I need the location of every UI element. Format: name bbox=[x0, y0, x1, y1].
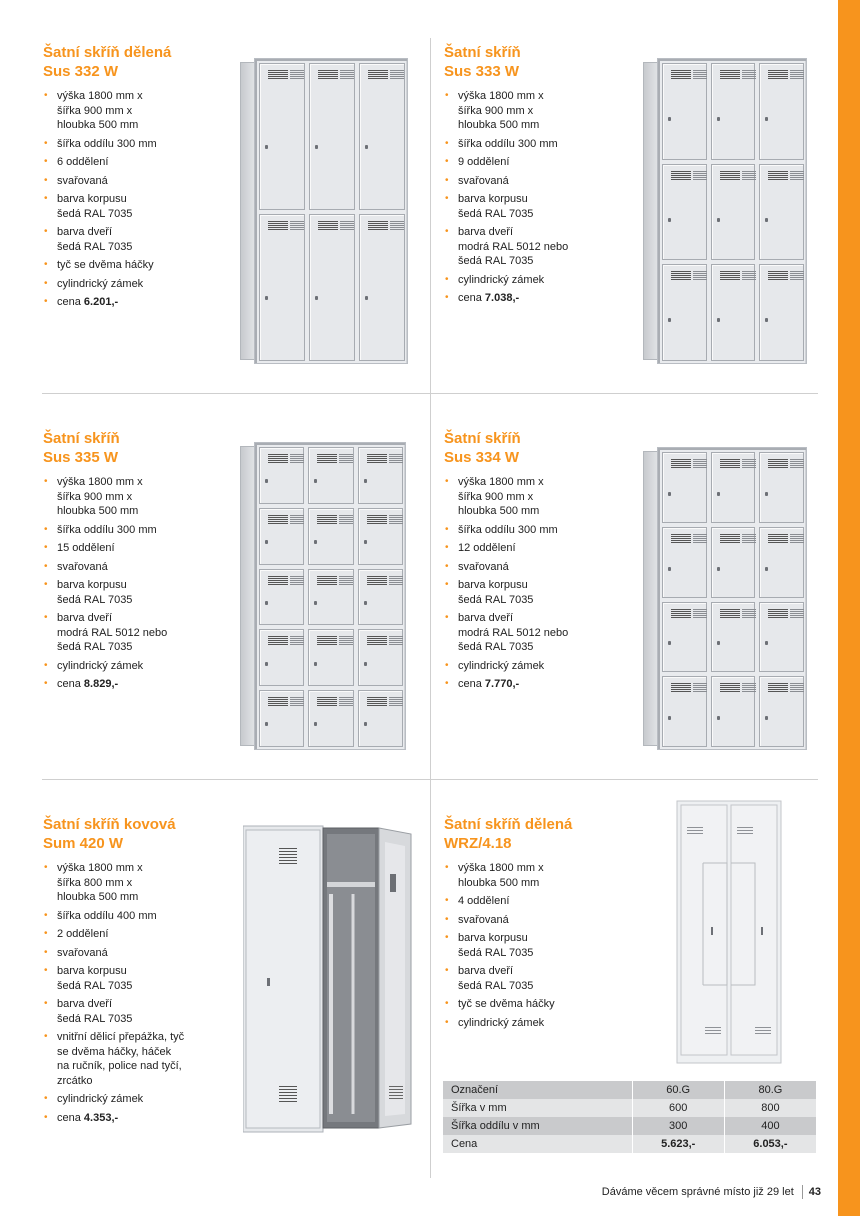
locker-door bbox=[759, 602, 804, 673]
product-sus-334-w bbox=[444, 429, 634, 696]
vent-icon bbox=[768, 70, 788, 79]
spec-item: • 15 oddělení bbox=[43, 541, 233, 556]
locker-door bbox=[259, 690, 304, 747]
locker-door bbox=[759, 63, 804, 160]
spec-item: • svařovaná bbox=[43, 174, 233, 189]
lock-icon bbox=[668, 716, 671, 720]
locker-door bbox=[358, 447, 403, 504]
locker-door bbox=[711, 602, 756, 673]
vent-icon bbox=[268, 221, 288, 230]
locker-door bbox=[259, 63, 305, 210]
page-number: 43 bbox=[808, 1186, 821, 1198]
locker-door bbox=[259, 569, 304, 626]
locker-door bbox=[711, 63, 756, 160]
spec-item: • 2 oddělení bbox=[43, 927, 233, 942]
l-locker-image bbox=[675, 799, 783, 1065]
locker-door bbox=[662, 264, 707, 361]
lock-icon bbox=[265, 540, 268, 544]
lock-icon bbox=[765, 218, 768, 222]
locker-door bbox=[358, 629, 403, 686]
vent-icon bbox=[268, 576, 288, 585]
lock-icon bbox=[315, 296, 318, 300]
lock-icon bbox=[717, 318, 720, 322]
lock-icon bbox=[265, 722, 268, 726]
spec-item: • cylindrický zámek bbox=[43, 277, 233, 292]
product-sus-335-w bbox=[43, 429, 233, 696]
spec-item: • cylindrický zámek bbox=[444, 659, 634, 674]
vent-icon bbox=[671, 70, 691, 79]
product-title: Šatní skříň Sus 335 W bbox=[43, 430, 120, 466]
lock-icon bbox=[668, 641, 671, 645]
spec-item: • vnitřní dělicí přepážka, tyč se dvěma háčky, háček na ručník, police nad tyčí, zrcátko bbox=[43, 1030, 233, 1088]
locker-door bbox=[308, 629, 353, 686]
lock-icon bbox=[717, 641, 720, 645]
lock-icon bbox=[668, 492, 671, 496]
product-title: Šatní skříň Sus 334 W bbox=[444, 430, 521, 466]
locker-door bbox=[662, 63, 707, 160]
locker-door bbox=[662, 602, 707, 673]
spec-item: • barva korpusu šedá RAL 7035 bbox=[444, 192, 634, 221]
variant-spec-table bbox=[443, 1081, 817, 1153]
spec-item: • výška 1800 mm x šířka 900 mm x hloubka 500 mm bbox=[43, 89, 233, 133]
vent-icon bbox=[317, 697, 337, 706]
footer-slogan: Dáváme věcem správné místo již 29 let bbox=[601, 1186, 794, 1198]
spec-list bbox=[43, 861, 233, 1125]
lock-icon bbox=[364, 601, 367, 605]
vent-icon bbox=[768, 171, 788, 180]
spec-item: • výška 1800 mm x hloubka 500 mm bbox=[444, 861, 634, 890]
page-footer bbox=[602, 1185, 821, 1199]
lock-icon bbox=[365, 296, 368, 300]
table-row: Cena 5.623,- 6.053,- bbox=[443, 1135, 817, 1153]
product-sus-333-w bbox=[444, 43, 634, 310]
lock-icon bbox=[265, 145, 268, 149]
spec-item: • 12 oddělení bbox=[444, 541, 634, 556]
vent-icon bbox=[720, 171, 740, 180]
vent-icon bbox=[268, 454, 288, 463]
vent-icon bbox=[317, 515, 337, 524]
locker-door bbox=[662, 527, 707, 598]
locker-door bbox=[358, 690, 403, 747]
vent-icon bbox=[720, 534, 740, 543]
spec-item: • tyč se dvěma háčky bbox=[444, 997, 634, 1012]
locker-door bbox=[759, 264, 804, 361]
vent-icon bbox=[720, 683, 740, 692]
spec-item: • 4 oddělení bbox=[444, 894, 634, 909]
lock-icon bbox=[314, 540, 317, 544]
lock-icon bbox=[668, 318, 671, 322]
spec-item: • svařovaná bbox=[444, 560, 634, 575]
spec-item: • šířka oddílu 300 mm bbox=[43, 523, 233, 538]
vent-icon bbox=[768, 271, 788, 280]
locker-image bbox=[643, 447, 807, 750]
lock-icon bbox=[314, 601, 317, 605]
vent-icon bbox=[317, 454, 337, 463]
locker-image bbox=[240, 442, 406, 750]
lock-icon bbox=[668, 117, 671, 121]
spec-item: • svařovaná bbox=[444, 174, 634, 189]
spec-item: • výška 1800 mm x šířka 900 mm x hloubka 500 mm bbox=[444, 89, 634, 133]
spec-item: • tyč se dvěma háčky bbox=[43, 258, 233, 273]
vent-icon bbox=[317, 636, 337, 645]
locker-door bbox=[759, 527, 804, 598]
vent-icon bbox=[768, 683, 788, 692]
vent-icon bbox=[268, 70, 288, 79]
vent-icon bbox=[368, 70, 388, 79]
locker-door bbox=[759, 676, 804, 747]
locker-body bbox=[254, 58, 408, 364]
table-row: Šířka v mm 600 800 bbox=[443, 1099, 817, 1117]
spec-item: • výška 1800 mm x šířka 800 mm x hloubka 500 mm bbox=[43, 861, 233, 905]
lock-icon bbox=[765, 641, 768, 645]
spec-item: • šířka oddílu 400 mm bbox=[43, 909, 233, 924]
locker-door bbox=[711, 264, 756, 361]
locker-image bbox=[643, 58, 807, 364]
lock-icon bbox=[717, 492, 720, 496]
locker-door bbox=[711, 527, 756, 598]
locker-body bbox=[657, 447, 807, 750]
spec-item: • šířka oddílu 300 mm bbox=[444, 137, 634, 152]
spec-item: • barva dveří modrá RAL 5012 nebo šedá RAL 7035 bbox=[444, 225, 634, 269]
orange-side-bar bbox=[838, 0, 860, 1216]
spec-list bbox=[444, 89, 634, 306]
vent-icon bbox=[720, 271, 740, 280]
lock-icon bbox=[765, 567, 768, 571]
spec-item: • cylindrický zámek bbox=[43, 1092, 233, 1107]
spec-list bbox=[43, 475, 233, 692]
spec-item: • cylindrický zámek bbox=[43, 659, 233, 674]
spec-item: • barva dveří šedá RAL 7035 bbox=[43, 997, 233, 1026]
product-title: Šatní skříň Sus 333 W bbox=[444, 44, 521, 80]
product-sum-420-w bbox=[43, 815, 233, 1129]
spec-item: • barva dveří šedá RAL 7035 bbox=[444, 964, 634, 993]
price-item: • cena 6.201,- bbox=[43, 295, 233, 310]
locker-door bbox=[308, 447, 353, 504]
spec-item: • svařovaná bbox=[43, 946, 233, 961]
lock-icon bbox=[265, 296, 268, 300]
price-item: • cena 4.353,- bbox=[43, 1111, 233, 1126]
vent-icon bbox=[720, 609, 740, 618]
lock-icon bbox=[265, 601, 268, 605]
locker-door bbox=[309, 214, 355, 361]
spec-item: • svařovaná bbox=[43, 560, 233, 575]
lock-icon bbox=[364, 662, 367, 666]
spec-item: • svařovaná bbox=[444, 913, 634, 928]
vent-icon bbox=[368, 221, 388, 230]
price-item: • cena 7.770,- bbox=[444, 677, 634, 692]
lock-icon bbox=[314, 479, 317, 483]
lock-icon bbox=[765, 318, 768, 322]
locker-door bbox=[711, 452, 756, 523]
locker-door bbox=[662, 676, 707, 747]
spec-item: • výška 1800 mm x šířka 900 mm x hloubka 500 mm bbox=[444, 475, 634, 519]
spec-item: • barva korpusu šedá RAL 7035 bbox=[444, 931, 634, 960]
locker-body bbox=[657, 58, 807, 364]
spec-item: • barva korpusu šedá RAL 7035 bbox=[43, 578, 233, 607]
lock-icon bbox=[765, 716, 768, 720]
vent-icon bbox=[768, 534, 788, 543]
vent-icon bbox=[318, 70, 338, 79]
lock-icon bbox=[265, 479, 268, 483]
locker-door bbox=[358, 569, 403, 626]
locker-door bbox=[259, 214, 305, 361]
product-title: Šatní skříň dělená WRZ/4.18 bbox=[444, 816, 573, 852]
vent-icon bbox=[720, 70, 740, 79]
spec-list bbox=[444, 475, 634, 692]
product-title: Šatní skříň dělená Sus 332 W bbox=[43, 44, 172, 80]
lock-icon bbox=[717, 716, 720, 720]
locker-door bbox=[308, 569, 353, 626]
spec-item: • barva korpusu šedá RAL 7035 bbox=[444, 578, 634, 607]
spec-item: • 9 oddělení bbox=[444, 155, 634, 170]
lock-icon bbox=[717, 117, 720, 121]
price-item: • cena 7.038,- bbox=[444, 291, 634, 306]
locker-door bbox=[662, 452, 707, 523]
lock-icon bbox=[364, 540, 367, 544]
vent-icon bbox=[720, 459, 740, 468]
vent-icon bbox=[367, 515, 387, 524]
footer-separator bbox=[802, 1185, 803, 1199]
column-divider bbox=[430, 38, 431, 1178]
spec-item: • cylindrický zámek bbox=[444, 273, 634, 288]
lock-icon bbox=[717, 567, 720, 571]
spec-list bbox=[444, 861, 634, 1030]
lock-icon bbox=[364, 722, 367, 726]
lock-icon bbox=[314, 722, 317, 726]
lock-icon bbox=[364, 479, 367, 483]
vent-icon bbox=[367, 454, 387, 463]
locker-door bbox=[309, 63, 355, 210]
vent-icon bbox=[318, 221, 338, 230]
product-title: Šatní skříň kovová Sum 420 W bbox=[43, 816, 176, 852]
locker-door bbox=[308, 690, 353, 747]
locker-door bbox=[711, 164, 756, 261]
vent-icon bbox=[268, 636, 288, 645]
table-row: Označení 60.G 80.G bbox=[443, 1081, 817, 1099]
price-item: • cena 8.829,- bbox=[43, 677, 233, 692]
vent-icon bbox=[671, 271, 691, 280]
vent-icon bbox=[768, 609, 788, 618]
vent-icon bbox=[671, 609, 691, 618]
locker-door bbox=[662, 164, 707, 261]
locker-door bbox=[259, 508, 304, 565]
vent-icon bbox=[671, 459, 691, 468]
spec-list bbox=[43, 89, 233, 310]
spec-item: • barva dveří šedá RAL 7035 bbox=[43, 225, 233, 254]
lock-icon bbox=[668, 218, 671, 222]
spec-item: • barva korpusu šedá RAL 7035 bbox=[43, 192, 233, 221]
locker-door bbox=[759, 452, 804, 523]
open-locker-image bbox=[243, 824, 413, 1136]
locker-door bbox=[359, 214, 405, 361]
locker-door bbox=[308, 508, 353, 565]
spec-item: • šířka oddílu 300 mm bbox=[444, 523, 634, 538]
vent-icon bbox=[367, 636, 387, 645]
lock-icon bbox=[668, 567, 671, 571]
vent-icon bbox=[268, 697, 288, 706]
spec-item: • 6 oddělení bbox=[43, 155, 233, 170]
product-wrz-4-18 bbox=[444, 815, 634, 1034]
spec-item: • barva dveří modrá RAL 5012 nebo šedá RAL 7035 bbox=[43, 611, 233, 655]
lock-icon bbox=[717, 218, 720, 222]
table-row: Šířka oddílu v mm 300 400 bbox=[443, 1117, 817, 1135]
locker-door bbox=[711, 676, 756, 747]
spec-item: • barva korpusu šedá RAL 7035 bbox=[43, 964, 233, 993]
row-divider bbox=[42, 779, 818, 780]
spec-item: • barva dveří modrá RAL 5012 nebo šedá RAL 7035 bbox=[444, 611, 634, 655]
locker-image bbox=[240, 58, 408, 364]
spec-item: • šířka oddílu 300 mm bbox=[43, 137, 233, 152]
lock-icon bbox=[365, 145, 368, 149]
locker-door bbox=[259, 629, 304, 686]
locker-body bbox=[254, 442, 406, 750]
vent-icon bbox=[768, 459, 788, 468]
vent-icon bbox=[367, 576, 387, 585]
vent-icon bbox=[671, 683, 691, 692]
spec-item: • cylindrický zámek bbox=[444, 1016, 634, 1031]
locker-door bbox=[358, 508, 403, 565]
vent-icon bbox=[317, 576, 337, 585]
product-sus-332-w bbox=[43, 43, 233, 314]
lock-icon bbox=[265, 662, 268, 666]
lock-icon bbox=[315, 145, 318, 149]
row-divider bbox=[42, 393, 818, 394]
spec-item: • výška 1800 mm x šířka 900 mm x hloubka 500 mm bbox=[43, 475, 233, 519]
locker-door bbox=[759, 164, 804, 261]
lock-icon bbox=[314, 662, 317, 666]
vent-icon bbox=[268, 515, 288, 524]
locker-door bbox=[259, 447, 304, 504]
lock-icon bbox=[765, 492, 768, 496]
vent-icon bbox=[671, 171, 691, 180]
vent-icon bbox=[367, 697, 387, 706]
locker-door bbox=[359, 63, 405, 210]
lock-icon bbox=[765, 117, 768, 121]
vent-icon bbox=[671, 534, 691, 543]
